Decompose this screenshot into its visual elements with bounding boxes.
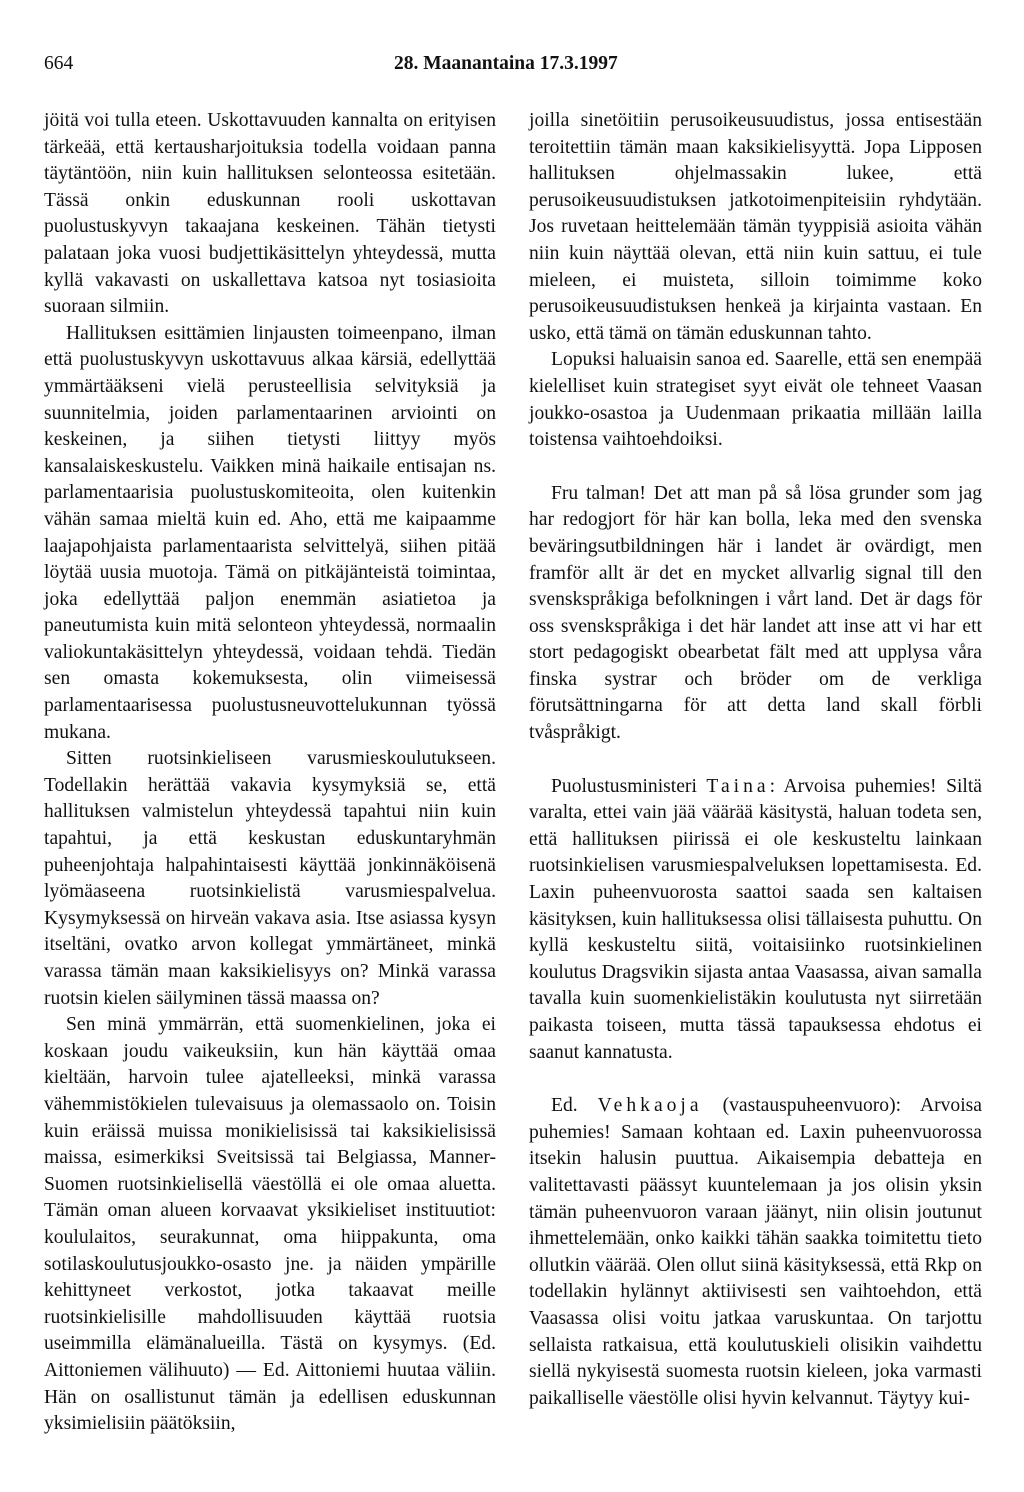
paragraph: Lopuksi haluaisin sanoa ed. Saarelle, että sen enempää kielelliset kuin strategiset syyt eivät ole tehneet Vaasan joukko-osastoa ja Uudenmaan prikaatia millään lailla toistensa vaihtoehdoiksi. <box>529 349 982 451</box>
paragraph: Hallituksen esittämien linjausten toimeenpano, ilman että puolustuskyvyn uskottavuus alkaa kärsiä, edellyttää ymmärtääkseni vielä perusteellisia selvityksiä ja suunnitelmia, joiden parlamentaarinen arviointi on keskeinen, ja siihen tietysti liittyy myös kansalaiskeskustelu. Vaikken minä haikaile entisajan ns. parlamentaarisia puolustuskomiteoita, olen kuitenkin vähän samaa mieltä kuin ed. Aho, että me kaipaamme laajapohjaista parlamentaarista selvittelyä, siihen pitää löytää uusia muotoja. Tämä on pitkäjänteistä toimintaa, joka edellyttää paljon enemmän asiatietoa ja paneutumista kuin mitä selonteon yhteydessä, normaalin valiokuntakäsittelyn yhteydessä, voidaan tehdä. Tiedän sen omasta kokemuksesta, olin viimeisessä parlamentaarisessa puolustusneuvottelukunnan työssä mukana. <box>44 322 496 743</box>
speaker-title: Ed. <box>551 1095 578 1117</box>
paragraph: jöitä voi tulla eteen. Uskottavuuden kannalta on erityisen tärkeää, että kertausharjoituksia todella voidaan panna täytäntöön, niin kuin hallituksen selonteossa esitetään. Tässä onkin eduskunnan rooli uskottavan puolustuskyvyn takaajana keskeinen. Tähän tietysti palataan joka vuosi budjettikäsittelyn yhteydessä, mutta kyllä vakavasti on uskallettava katsoa nyt tosiasioita suoraan silmiin. <box>44 110 496 318</box>
page-number: 664 <box>44 53 74 74</box>
paragraph: Fru talman! Det att man på så lösa grunder som jag har redogjort för här kan bolla, leka med den svenska beväringsutbildningen här i landet är ovärdigt, men framför allt är det en mycket allvarlig signal till den svenskspråkiga befolkningen i vårt land. Det är dags för oss svenskspråkiga i det här landet att inse att vi har ett stort pedagogiskt obearbetat fält med att upplysa våra finska systrar och bröder om de verkliga förutsättningarna för att detta land skall förbli tvåspråkigt. <box>529 482 982 744</box>
paragraph: Sitten ruotsinkieliseen varusmieskoulutukseen. Todellakin herättää vakavia kysymyksiä se, että hallituksen valmistelun yhteydessä tapahtui niin kuin tapahtui, ja että keskustan eduskuntaryhmän puheenjohtaja halpahintaisesti käyttää jonkinnäköisenä lyömäaseena ruotsinkielistä varusmiespalvelua. Kysymyksessä on hirveän vakava asia. Itse asiassa kysyn itseltäni, ovatko arvon kollegat ymmärtäneet, minkä varassa tämän maan kaksikielisyys on? Minkä varassa ruotsin kielen säilyminen tässä maassa on? <box>44 748 496 1009</box>
speaker-name: Taina <box>706 775 770 797</box>
paragraph: Sen minä ymmärrän, että suomenkielinen, joka ei koskaan joudu vaikeuksiin, kun hän käyttää omaa kieltään, harvoin tulee ajatelleeksi, minkä varassa vähemmistökielen tulevaisuus ja olemassaolo on. Toisin kuin eräissä muissa monikielisissä tai kaksikielisissä maissa, esimerkiksi Sveitsissä tai Belgiassa, Manner-Suomen ruotsinkielisellä väestöllä ei ole omaa aluetta. Tämän oman alueen korvaavat yksikieliset instituutiot: koululaitos, seurakunnat, oma hiippakunta, oma sotilaskoulutusjoukko-osasto jne. ja näiden ympärille kehittyneet verkostot, jotka takaavat meille ruotsinkielisille mahdollisuuden käyttää ruotsia useimmilla elämänalueilla. Tästä on kysymys. (Ed. Aittoniemen välihuuto) — Ed. Aittoniemi huutaa väliin. Hän on osallistunut tämän ja edellisen eduskunnan yksimielisiin päätöksiin, <box>44 1014 496 1435</box>
speech-paragraph <box>529 1093 982 1412</box>
session-date: 28. Maanantaina 17.3.1997 <box>394 53 618 74</box>
speech-text: (vastauspuheenvuoro): Arvoisa puhemies! Samaan kohtaan ed. Laxin puheenvuorossa itsekin halusin puuttua. Aikaisempia debatteja en valitettavasti päässyt kuuntelemaan ja jos olisin yksin tämän puheenvuoron varaan jäänyt, niin olisin joutunut ihmettelemään, onko kaikki tähän saakka toimitettu tieto ollutkin väärää. Olen ollut siinä käsityksessä, että Rkp on todellakin hylännyt aktiivisesti sen vaihtoehdon, että Vaasassa olisi voitu jatkaa varuskuntaa. On tarjottu sellaista ratkaisua, että koulutuskieli olisikin vaihdettu siellä nykyisestä suomesta ruotsin kieleen, joka varmasti paikalliselle väestölle olisi hyvin kelvannut. Täytyy kui- <box>529 1095 982 1409</box>
speech-text: : Arvoisa puhemies! Siltä varalta, ettei vain jää väärää käsitystä, haluan todeta sen, että hallituksen piirissä ei ole keskusteltu lainkaan ruotsinkielisen varusmiespalveluksen lopettamisesta. Ed. Laxin puheenvuorosta saattoi saada sen kaltaisen käsityksen, kuin hallituksessa olisi tällaisesta puhuttu. On kyllä keskusteltu siitä, voitaisiinko ruotsinkielinen koulutus Dragsvikin sijasta antaa Vaasassa, aivan samalla tavalla kuin suomenkielistäkin koulutusta nyt siirretään paikasta toiseen, mutta tässä tapauksessa ehdotus ei saanut kannatusta. <box>529 775 982 1063</box>
speaker-name: Vehkaoja <box>597 1095 703 1117</box>
left-column <box>44 108 496 1438</box>
page-header <box>42 50 980 78</box>
right-column <box>529 108 982 1412</box>
paragraph: joilla sinetöitiin perusoikeusuudistus, jossa entisestään teroitettiin tämän maan kaksikielisyyttä. Jopa Lipposen hallituksen ohjelmassakin lukee, että perusoikeusuudistuksen jatkotoimenpiteisiin ryhdytään. Jos ruvetaan heittelemään tämän tyyppisiä asioita vähän niin kuin näyttää olevan, että niin kuin sattuu, ei tule mieleen, ei muisteta, silloin toimimme koko perusoikeusuudistuksen henkeä ja kirjainta vastaan. En usko, että tämä on tämän eduskunnan tahto. <box>529 110 982 344</box>
speaker-title: Puolustusministeri <box>551 775 697 797</box>
speech-paragraph <box>529 774 982 1067</box>
